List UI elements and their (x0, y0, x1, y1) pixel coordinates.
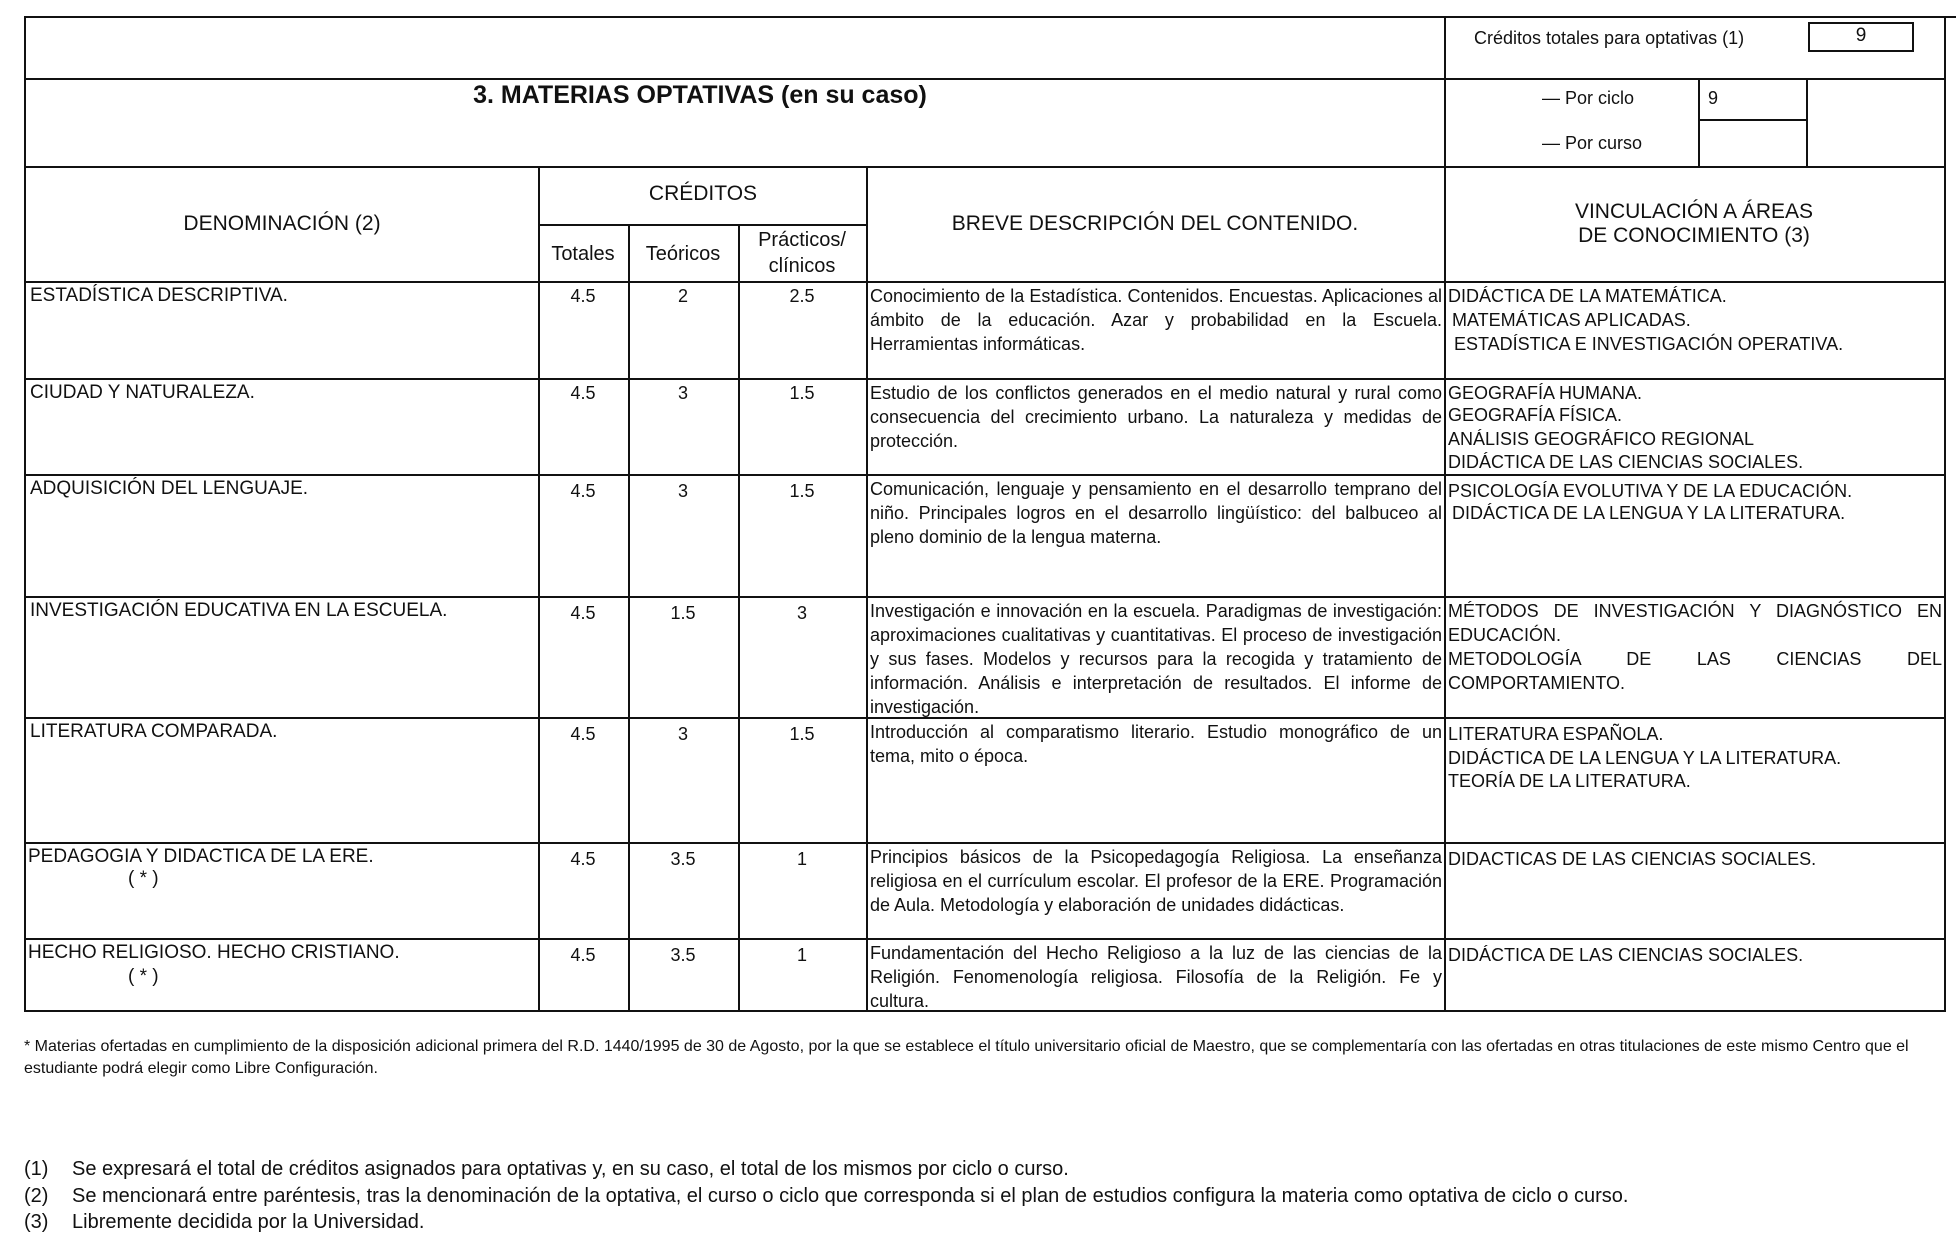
col-totales: Totales (551, 243, 615, 265)
area-item: DIDÁCTICA DE LAS CIENCIAS SOCIALES. (1448, 452, 1804, 472)
subject-description: Investigación e innovación en la escuela. Paradigmas de investigación: aproximaciones cualitativas y cuantitativas. El proceso de investigación y sus fases. Modelos y recursos para la recogida y tratamiento de información. Análisis e interpretación de resultados. El informe de investigación. (870, 601, 1442, 717)
footnote-text: Libremente decidida por la Universidad. (72, 1211, 425, 1233)
credits-practicos: 1.5 (789, 481, 815, 501)
area-item: ANÁLISIS GEOGRÁFICO REGIONAL (1448, 429, 1755, 449)
credits-practicos: 1.5 (789, 383, 815, 403)
credits-teoricos: 3 (677, 383, 688, 403)
area-item: MÉTODOS DE INVESTIGACIÓN Y DIAGNÓSTICO EN EDUCACIÓN. (1448, 601, 1942, 645)
credits-totales: 4.5 (570, 286, 596, 306)
subject-description: Comunicación, lenguaje y pensamiento en el desarrollo temprano del niño. Principales logros en el desarrollo lingüístico: del balbuceo al pleno dominio de la lengua materna. (870, 479, 1442, 547)
subject-name: CIUDAD Y NATURALEZA. (30, 382, 255, 403)
credits-teoricos: 3 (677, 724, 688, 744)
col-denominacion: DENOMINACIÓN (2) (183, 212, 381, 235)
area-item: TEORÍA DE LA LITERATURA. (1448, 771, 1691, 791)
credits-totales: 4.5 (570, 945, 596, 965)
subject-description: Fundamentación del Hecho Religioso a la luz de las ciencias de la Religión. Fenomenología religiosa. Filosofía de la Religión. Fe y cultura. (870, 943, 1442, 1011)
footnote-text: Se expresará el total de créditos asignados para optativas y, en su caso, el total de los mismos por ciclo o curso. (72, 1158, 1069, 1180)
footnote-number: (2) (24, 1185, 49, 1207)
total-credits-value: 9 (1855, 25, 1867, 46)
area-item: DIDACTICAS DE LAS CIENCIAS SOCIALES. (1448, 849, 1817, 869)
col-descripcion: BREVE DESCRIPCIÓN DEL CONTENIDO. (951, 212, 1359, 235)
credits-practicos: 1 (796, 945, 807, 965)
col-practicos-line2: clínicos (768, 255, 836, 277)
credits-totales: 4.5 (570, 603, 596, 623)
credits-totales: 4.5 (570, 481, 596, 501)
credits-teoricos: 1.5 (670, 603, 696, 623)
area-item: MATEMÁTICAS APLICADAS. (1452, 310, 1691, 330)
subject-description: Conocimiento de la Estadística. Contenidos. Encuestas. Aplicaciones al ámbito de la educación. Azar y probabilidad en la Escuela. Herramientas informáticas. (870, 286, 1442, 354)
col-vinculacion-line1: VINCULACIÓN A ÁREAS (1574, 200, 1814, 223)
credits-teoricos: 3.5 (670, 945, 696, 965)
optional-note: * Materias ofertadas en cumplimiento de la disposición adicional primera del R.D. 1440/1995 de 30 de Agosto, por la que se establece el título universitario oficial de Maestro, que se complementaría con las ofertadas en otras titulaciones de este mismo Centro que el estudiante podrá elegir como Libre Configuración. (24, 1038, 1909, 1077)
subject-name: HECHO RELIGIOSO. HECHO CRISTIANO. (28, 942, 400, 963)
subject-name: LITERATURA COMPARADA. (30, 721, 278, 742)
col-practicos-line1: Prácticos/ (758, 229, 846, 251)
area-item: DIDÁCTICA DE LA MATEMÁTICA. (1448, 286, 1727, 306)
area-item: LITERATURA ESPAÑOLA. (1448, 724, 1664, 744)
credits-practicos: 1.5 (789, 724, 815, 744)
subject-name: PEDAGOGIA Y DIDACTICA DE LA ERE. (28, 846, 374, 867)
area-item: METODOLOGÍA DE LAS CIENCIAS DEL COMPORTAMIENTO. (1448, 649, 1942, 693)
per-cycle-value: 9 (1708, 88, 1719, 108)
footnote-number: (3) (24, 1211, 49, 1233)
col-teoricos: Teóricos (645, 243, 721, 265)
per-cycle-label: — Por ciclo (1542, 88, 1635, 108)
per-course-label: — Por curso (1542, 133, 1643, 153)
section-title: 3. MATERIAS OPTATIVAS (en su caso) (473, 81, 927, 109)
credits-totales: 4.5 (570, 383, 596, 403)
area-item: DIDÁCTICA DE LAS CIENCIAS SOCIALES. (1448, 945, 1804, 965)
credits-teoricos: 3.5 (670, 849, 696, 869)
credits-teoricos: 2 (677, 286, 688, 306)
credits-practicos: 1 (796, 849, 807, 869)
subject-description: Introducción al comparatismo literario. Estudio monográfico de un tema, mito o época. (870, 722, 1442, 766)
subject-mark: ( * ) (128, 868, 159, 889)
area-item: ESTADÍSTICA E INVESTIGACIÓN OPERATIVA. (1454, 334, 1844, 354)
col-vinculacion-line2: DE CONOCIMIENTO (3) (1578, 224, 1810, 247)
subject-name: INVESTIGACIÓN EDUCATIVA EN LA ESCUELA. (30, 600, 448, 621)
credits-totales: 4.5 (570, 849, 596, 869)
footnote-text: Se mencionará entre paréntesis, tras la denominación de la optativa, el curso o ciclo que corresponda si el plan de estudios configura la materia como optativa de ciclo o curso. (72, 1185, 1629, 1207)
subject-description: Principios básicos de la Psicopedagogía Religiosa. La enseñanza religiosa en el currículum escolar. El profesor de la ERE. Programación de Aula. Metodología y elaboración de unidades didácticas. (870, 847, 1442, 915)
footnote-number: (1) (24, 1158, 49, 1180)
subject-name: ADQUISICIÓN DEL LENGUAJE. (30, 478, 309, 499)
area-item: DIDÁCTICA DE LA LENGUA Y LA LITERATURA. (1452, 503, 1846, 523)
subject-description: Estudio de los conflictos generados en el medio natural y rural como consecuencia del crecimiento urbano. La naturaleza y medidas de protección. (870, 383, 1442, 451)
area-item: DIDÁCTICA DE LA LENGUA Y LA LITERATURA. (1448, 748, 1842, 768)
credits-teoricos: 3 (677, 481, 688, 501)
credits-practicos: 3 (796, 603, 807, 623)
credits-practicos: 2.5 (789, 286, 815, 306)
credits-totales: 4.5 (570, 724, 596, 744)
subject-mark: ( * ) (128, 966, 159, 987)
area-item: GEOGRAFÍA HUMANA. (1448, 383, 1643, 403)
area-item: GEOGRAFÍA FÍSICA. (1448, 405, 1623, 425)
total-credits-label: Créditos totales para optativas (1) (1474, 28, 1745, 48)
col-creditos: CRÉDITOS (648, 182, 758, 205)
subject-name: ESTADÍSTICA DESCRIPTIVA. (30, 285, 288, 306)
area-item: PSICOLOGÍA EVOLUTIVA Y DE LA EDUCACIÓN. (1448, 481, 1853, 501)
